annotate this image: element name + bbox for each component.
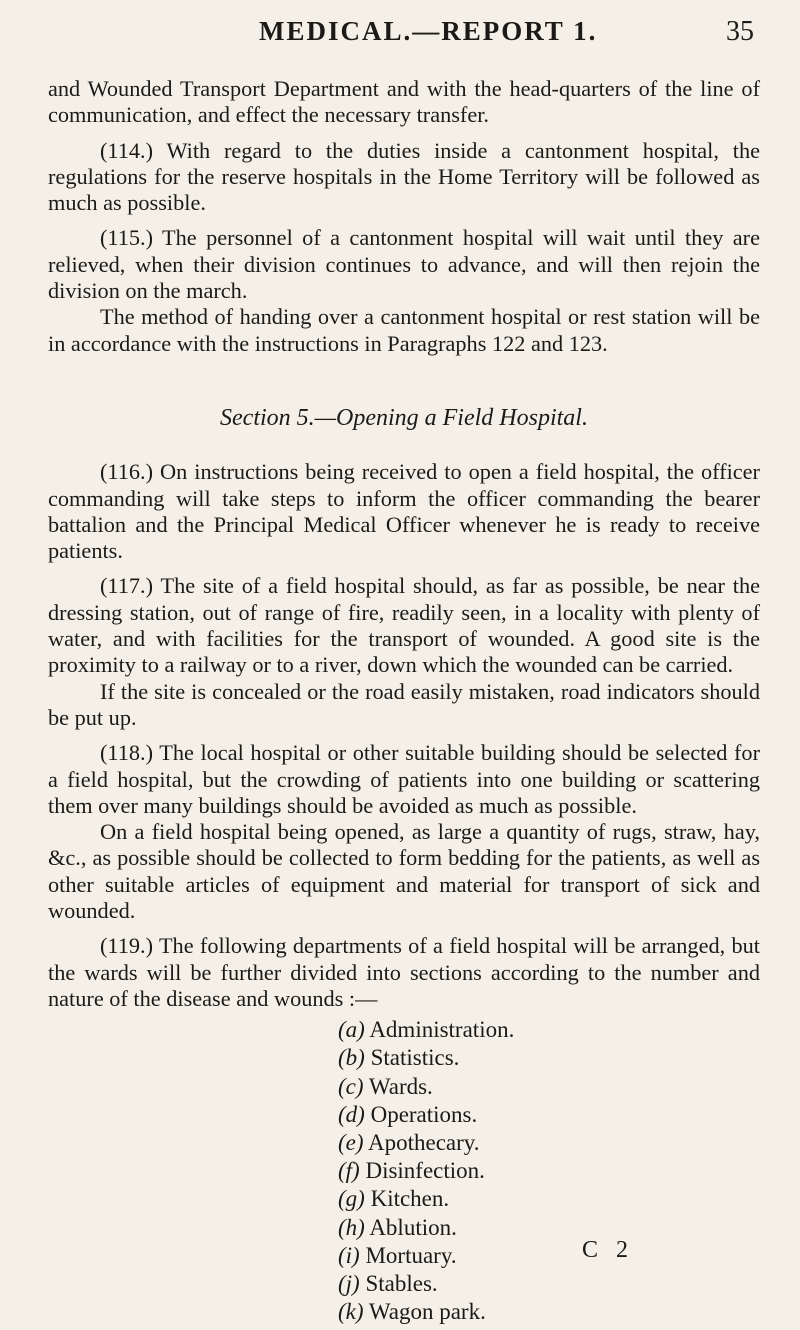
list-item-mark: (k) (338, 1299, 364, 1325)
list-item-mark: (d) (338, 1101, 365, 1127)
paragraph-116: (116.) On instructions being received to open a field hospital, the officer commanding will take steps to inform the officer commanding the bearer battalion and the Principal Medical Officer whenever he is ready to receive patients. (48, 459, 760, 564)
list-item-mark: (i) (338, 1242, 360, 1268)
signature-mark: C 2 (582, 1237, 635, 1263)
list-item-label: Statistics. (370, 1045, 460, 1071)
list-item-label: Ablution. (369, 1214, 457, 1240)
list-item (338, 1270, 760, 1298)
list-item (338, 1101, 760, 1129)
paragraph-119: (119.) The following departments of a field hospital will be arranged, but the wards will be further divided into sections according to the number and nature of the disease and wounds :— (48, 933, 760, 1011)
list-item-mark: (f) (338, 1158, 360, 1184)
paragraph-115: (115.) The personnel of a cantonment hospital will wait until they are relieved, when their division continues to advance, and will then rejoin the division on the march. (48, 225, 760, 304)
page-header-title: MEDICAL.—REPORT 1. (259, 16, 598, 46)
list-item (338, 1157, 760, 1185)
list-item-label: Stables. (365, 1270, 438, 1296)
paragraph-continued: and Wounded Transport Department and with the head-quarters of the line of communication, and effect the necessary transfer. (48, 76, 760, 128)
list-item-mark: (a) (338, 1017, 365, 1043)
list-item-mark: (c) (338, 1073, 364, 1099)
section-heading: Section 5.—Opening a Field Hospital. (220, 404, 588, 431)
list-item-label: Wards. (368, 1073, 433, 1099)
paragraph-115-method: The method of handing over a cantonment hospital or rest station will be in accordance with the instructions in Paragraphs 122 and 123. (48, 304, 760, 356)
list-item-label: Apothecary. (368, 1129, 480, 1155)
list-item-label: Mortuary. (365, 1242, 457, 1268)
list-item-label: Disinfection. (365, 1158, 485, 1184)
list-item-mark: (h) (338, 1214, 365, 1240)
running-head (0, 16, 800, 56)
paragraph-118: (118.) The local hospital or other suitable building should be selected for a field hospital, but the crowding of patients into one building or scattering them over many buildings should be avoided as much as possible. (48, 740, 760, 818)
paragraph-117: (117.) The site of a field hospital should, as far as possible, be near the dressing station, out of range of fire, readily seen, in a locality with plenty of water, and with facilities for the transport of wounded. A good site is the proximity to a railway or to a river, down which the wounded can be carried. (48, 573, 760, 678)
list-item (338, 1016, 760, 1044)
paragraph-118-bedding: On a field hospital being opened, as large a quantity of rugs, straw, hay, &c., as possible should be collected to form bedding for the patients, as well as other suitable articles of equipment and material for transport of sick and wounded. (48, 819, 760, 924)
list-item-label: Operations. (370, 1101, 478, 1127)
list-item-mark: (g) (338, 1186, 365, 1212)
list-item-mark: (j) (338, 1270, 360, 1296)
page-number: 35 (726, 16, 754, 47)
list-item-label: Wagon park. (368, 1299, 486, 1325)
list-item (338, 1044, 760, 1072)
list-item-label: Administration. (369, 1017, 515, 1043)
list-item (338, 1185, 760, 1213)
list-item-mark: (b) (338, 1045, 365, 1071)
departments-list (48, 1016, 760, 1326)
list-item-label: Kitchen. (370, 1186, 450, 1212)
list-item (338, 1129, 760, 1157)
list-item (338, 1214, 760, 1242)
page-body (48, 76, 760, 1326)
list-item (338, 1242, 760, 1270)
list-item (338, 1073, 760, 1101)
paragraph-117-indicators: If the site is concealed or the road easily mistaken, road indicators should be put up. (48, 678, 760, 730)
list-item (338, 1298, 760, 1326)
paragraph-114: (114.) With regard to the duties inside a cantonment hospital, the regulations for the reserve hospitals in the Home Territory will be followed as much as possible. (48, 137, 760, 216)
list-item-mark: (e) (338, 1129, 364, 1155)
